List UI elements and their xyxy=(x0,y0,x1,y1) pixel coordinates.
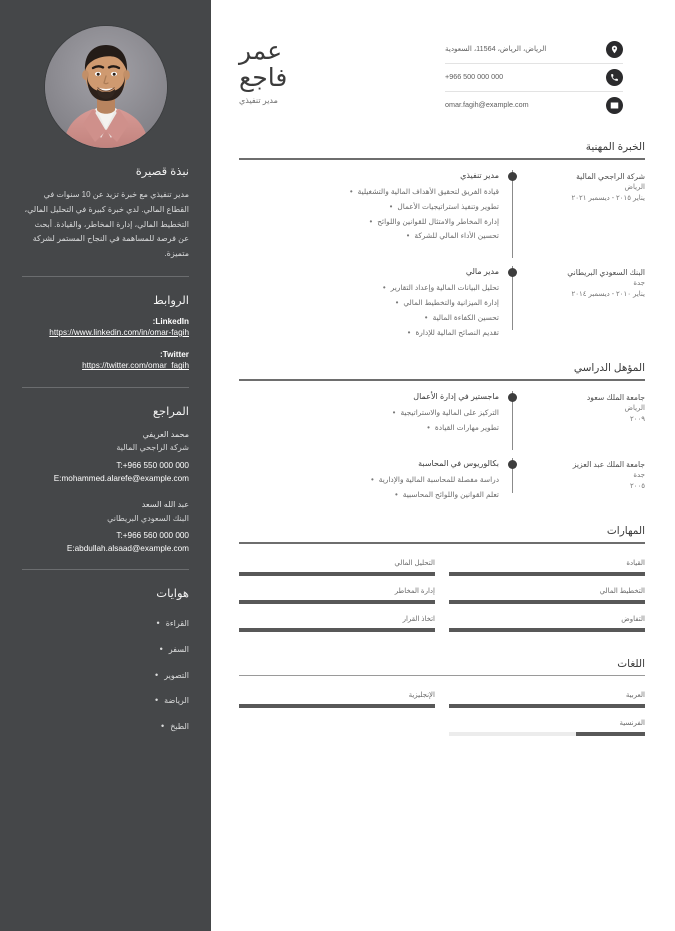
list-item: التصوير • xyxy=(22,662,189,688)
sidebar-section-links xyxy=(22,293,189,388)
timeline-dot xyxy=(508,460,517,469)
skill-bar-track xyxy=(449,600,645,604)
reference-item xyxy=(22,428,189,485)
section-languages xyxy=(239,658,645,740)
coursework-list xyxy=(239,473,499,503)
experience-entry xyxy=(239,266,645,340)
language-bar-track xyxy=(449,704,645,708)
education-meta xyxy=(523,458,645,503)
reference-item xyxy=(22,498,189,555)
degree-name: ماجستير في إدارة الأعمال xyxy=(413,392,499,402)
skill-label: إدارة المخاطر xyxy=(394,587,435,595)
skill-bar-track xyxy=(239,628,435,632)
reference-phone: T:+966 550 000 000 xyxy=(116,460,189,470)
sidebar-divider xyxy=(22,387,189,388)
reference-name: عبد الله السعد xyxy=(141,500,189,510)
job-role: مدير تنفيذي xyxy=(460,171,499,180)
school-city: الرياض xyxy=(624,405,645,413)
skill-bar-fill xyxy=(239,600,435,604)
section-rule xyxy=(239,379,645,381)
references-title: المراجع xyxy=(152,405,189,418)
main-content xyxy=(211,0,675,931)
email-text[interactable]: omar.fagih@example.com xyxy=(445,100,529,110)
language-label: العربية xyxy=(625,691,645,699)
twitter-url[interactable]: https://twitter.com/omar_fagih xyxy=(82,361,189,371)
spacer xyxy=(239,244,645,266)
experience-details xyxy=(239,266,501,340)
section-title-languages: اللغات xyxy=(617,657,645,670)
reference-name: محمد العريفي xyxy=(142,429,189,439)
section-education xyxy=(239,362,645,502)
contact-block xyxy=(445,36,623,119)
list-item: تحسين الأداء المالي للشركة • xyxy=(239,229,499,244)
skill-item xyxy=(449,554,645,580)
first-name: عمر xyxy=(239,37,283,65)
avatar xyxy=(45,26,167,148)
section-rule xyxy=(239,542,645,544)
phone-icon xyxy=(606,69,623,86)
language-bar-fill xyxy=(449,704,645,708)
timeline-axis xyxy=(501,266,523,340)
skill-bar-track xyxy=(449,572,645,576)
contact-row-address xyxy=(445,36,623,64)
section-experience xyxy=(239,141,645,340)
employment-dates: يناير ٢٠١٠ - ديسمبر ٢٠١٤ xyxy=(571,290,645,298)
sidebar-divider xyxy=(22,569,189,570)
timeline-dot xyxy=(508,393,517,402)
skill-bar-fill xyxy=(449,572,645,576)
language-bar-fill xyxy=(576,732,645,736)
list-item: تحليل البيانات المالية وإعداد التقارير • xyxy=(239,281,499,296)
employer-city: الرياض xyxy=(624,183,645,191)
hobbies-title: هوايات xyxy=(156,588,189,601)
coursework-list xyxy=(239,406,499,436)
skill-item xyxy=(449,582,645,608)
skill-bar-fill xyxy=(449,628,645,632)
timeline-axis xyxy=(501,170,523,244)
list-item: تقديم النصائح المالية للإدارة • xyxy=(239,326,499,341)
skill-item xyxy=(239,610,435,636)
timeline-dot xyxy=(508,172,517,181)
experience-entry xyxy=(239,170,645,244)
name-block xyxy=(239,36,349,105)
language-item xyxy=(239,686,435,712)
section-rule xyxy=(239,675,645,676)
header xyxy=(239,0,645,119)
last-name: فاجع xyxy=(239,64,288,92)
skill-bar-fill xyxy=(239,628,435,632)
reference-email[interactable]: E:abdullah.alsaad@example.com xyxy=(66,544,189,554)
phone-text: +966 500 000 000 xyxy=(445,72,504,82)
experience-meta xyxy=(523,266,645,340)
address-text: الرياض، الرياض، 11564، السعودية xyxy=(445,44,547,54)
contact-row-email xyxy=(445,92,623,119)
skill-item xyxy=(239,582,435,608)
sidebar-section-hobbies xyxy=(22,586,189,739)
employer-name: شركة الراجحي المالية xyxy=(576,172,645,181)
reference-email[interactable]: E:mohammed.alarefe@example.com xyxy=(53,473,189,483)
summary-text: مدير تنفيذي مع خبرة تزيد عن 10 سنوات في القطاع المالي. لدي خبرة كبيرة في التحليل المالي، التخطيط المالي، إدارة المخاطر، والقيادة. أبحث عن فرصة للمساهمة في النجاح المستمر لشركة متميزة. xyxy=(24,190,189,259)
experience-details xyxy=(239,170,501,244)
skill-bar-track xyxy=(449,628,645,632)
contact-row-phone xyxy=(445,64,623,92)
responsibility-list xyxy=(239,185,499,244)
link-item-linkedin[interactable] xyxy=(22,317,189,339)
language-bar-track xyxy=(239,704,435,708)
skills-grid xyxy=(239,554,645,636)
school-name: جامعة الملك عبد العزيز xyxy=(572,459,645,469)
school-city: جدة xyxy=(633,471,645,479)
timeline-axis xyxy=(501,458,523,503)
education-details xyxy=(239,458,501,503)
skill-item xyxy=(449,610,645,636)
reference-phone: T:+966 560 000 000 xyxy=(116,531,189,541)
skill-bar-track xyxy=(239,572,435,576)
job-role: مدير مالي xyxy=(465,267,499,277)
hobbies-list xyxy=(22,610,189,739)
list-item: تحسين الكفاءة المالية • xyxy=(239,311,499,326)
skill-label: التخطيط المالي xyxy=(599,587,645,595)
skill-bar-track xyxy=(239,600,435,604)
skill-label: اتخاذ القرار xyxy=(402,615,435,623)
location-pin-icon xyxy=(606,41,623,58)
employer-name: البنك السعودي البريطاني xyxy=(567,268,645,278)
language-item xyxy=(449,714,645,740)
list-item: إدارة المخاطر والامتثال للقوانين واللوائح • xyxy=(239,215,499,230)
link-item-twitter[interactable] xyxy=(22,350,189,372)
section-skills xyxy=(239,525,645,636)
graduation-year: ٢٠٠٥ xyxy=(629,482,645,490)
envelope-icon xyxy=(606,97,623,114)
responsibility-list xyxy=(239,281,499,340)
education-meta xyxy=(523,391,645,436)
timeline-axis xyxy=(501,391,523,436)
employment-dates: يناير ٢٠١٥ - ديسمبر ٢٠٢١ xyxy=(571,194,645,202)
linkedin-url[interactable]: https://www.linkedin.com/in/omar-fagih xyxy=(49,327,189,337)
education-details xyxy=(239,391,501,436)
profile-photo-wrapper xyxy=(22,0,189,148)
twitter-label: Twitter: xyxy=(160,350,189,360)
list-item: إدارة الميزانية والتخطيط المالي • xyxy=(239,296,499,311)
section-title-education: المؤهل الدراسي xyxy=(573,362,645,375)
sidebar-section-summary xyxy=(22,164,189,277)
experience-meta xyxy=(523,170,645,244)
list-item: تعلم القوانين واللوائح المحاسبية • xyxy=(239,488,499,503)
school-name: جامعة الملك سعود xyxy=(586,393,645,403)
section-rule xyxy=(239,158,645,160)
summary-title: نبذة قصيرة xyxy=(135,166,189,178)
education-entry xyxy=(239,391,645,436)
sidebar-divider xyxy=(22,276,189,277)
graduation-year: ٢٠٠٩ xyxy=(629,415,645,423)
list-item: القراءة • xyxy=(22,610,189,636)
language-bar-fill xyxy=(239,704,435,708)
list-item: تطوير وتنفيذ استراتيجيات الأعمال • xyxy=(239,200,499,215)
skill-item xyxy=(239,554,435,580)
language-label: الفرنسية xyxy=(619,719,645,727)
list-item: السفر • xyxy=(22,636,189,662)
spacer xyxy=(239,436,645,458)
skill-label: التفاوض xyxy=(621,615,645,623)
list-item: دراسة مفصلة للمحاسبة المالية والإدارية • xyxy=(239,473,499,488)
language-item xyxy=(449,686,645,712)
skill-bar-fill xyxy=(239,572,435,576)
degree-name: بكالوريوس في المحاسبة xyxy=(418,458,499,468)
language-bar-track xyxy=(449,732,645,736)
linkedin-label: LinkedIn: xyxy=(152,316,189,326)
timeline-line xyxy=(512,170,513,258)
list-item: تطوير مهارات القيادة • xyxy=(239,421,499,436)
skill-label: القيادة xyxy=(626,559,645,567)
timeline-dot xyxy=(508,268,517,277)
sidebar-section-references xyxy=(22,404,189,571)
reference-org: شركة الراجحي المالية xyxy=(116,443,189,453)
education-entry xyxy=(239,458,645,503)
language-label: الإنجليزية xyxy=(408,691,435,699)
employer-city: جدة xyxy=(633,279,645,287)
sidebar xyxy=(0,0,211,931)
job-title: مدير تنفيذي xyxy=(239,96,278,105)
links-title: الروابط xyxy=(153,294,189,307)
avatar-illustration xyxy=(45,26,167,148)
reference-org: البنك السعودي البريطاني xyxy=(107,513,189,523)
section-title-skills: المهارات xyxy=(606,524,645,537)
languages-grid xyxy=(239,686,645,740)
section-title-experience: الخبرة المهنية xyxy=(585,141,645,153)
list-item: قيادة الفريق لتحقيق الأهداف المالية والتشغيلية • xyxy=(239,185,499,200)
skill-bar-fill xyxy=(449,600,645,604)
list-item: التركيز على المالية والاستراتيجية • xyxy=(239,406,499,421)
list-item: الرياضة • xyxy=(22,688,189,714)
skill-label: التحليل المالي xyxy=(394,559,435,567)
list-item: الطبخ • xyxy=(22,714,189,740)
